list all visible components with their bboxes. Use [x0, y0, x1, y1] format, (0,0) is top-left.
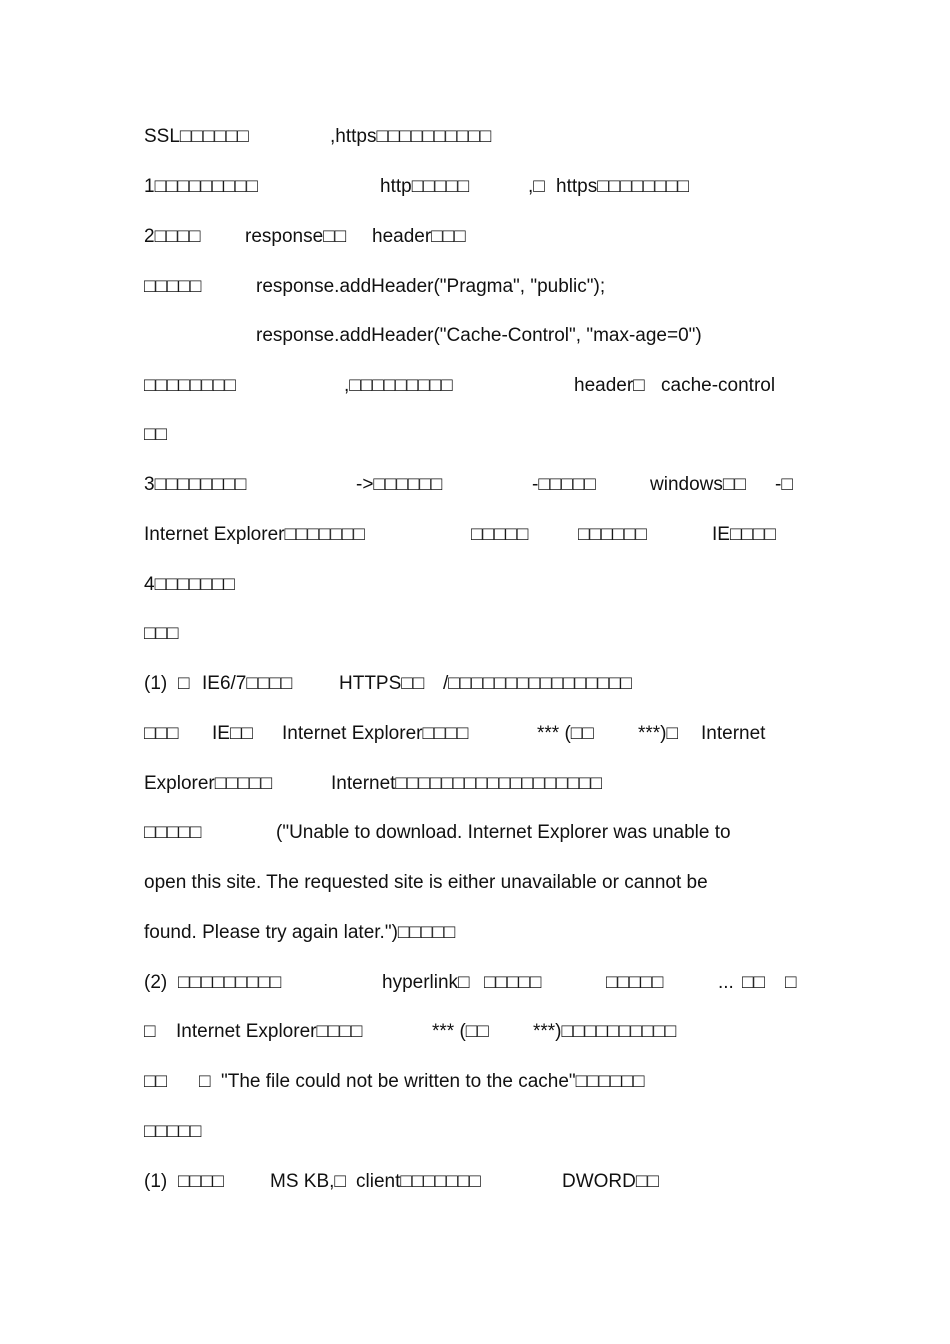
text-segment: □□□□□: [144, 1121, 202, 1142]
text-segment: □□□□□□□□: [144, 375, 236, 396]
text-segment: Internet Explorer□□□□□□□: [144, 524, 365, 545]
text-segment: DWORD□□: [562, 1171, 659, 1192]
text-line: [0, 669, 950, 699]
text-segment: ,□: [528, 176, 545, 197]
text-segment: □□□: [144, 723, 179, 744]
text-segment: 3□□□□□□□□: [144, 474, 247, 495]
text-line: [0, 619, 950, 649]
text-line: [0, 769, 950, 799]
text-line: [0, 222, 950, 252]
text-segment: response.addHeader("Pragma", "public");: [256, 276, 606, 297]
text-segment: "The file could not be written to the cache"□□□□□□: [221, 1071, 645, 1092]
text-segment: ***)□□□□□□□□□□: [533, 1021, 677, 1042]
text-segment: □□: [144, 1071, 167, 1092]
text-segment: open this site. The requested site is either unavailable or cannot be: [144, 872, 708, 893]
text-line: [0, 918, 950, 948]
text-segment: -□: [775, 474, 793, 495]
text-segment: HTTPS□□: [339, 673, 425, 694]
text-segment: client□□□□□□□: [356, 1171, 481, 1192]
text-segment: (1): [144, 673, 168, 694]
text-segment: 1□□□□□□□□□: [144, 176, 258, 197]
text-line: [0, 470, 950, 500]
text-segment: response□□: [245, 226, 347, 247]
text-segment: □□□□□: [606, 972, 664, 993]
text-segment: ...: [718, 972, 734, 993]
text-segment: ,https□□□□□□□□□□: [330, 126, 492, 147]
text-segment: 4□□□□□□□: [144, 574, 235, 595]
text-segment: □: [785, 972, 797, 993]
text-segment: □□□□□□: [578, 524, 647, 545]
text-segment: □: [144, 1021, 156, 1042]
text-segment: http□□□□□: [380, 176, 470, 197]
text-segment: ***)□: [638, 723, 678, 744]
text-segment: □□□□: [178, 1171, 224, 1192]
text-segment: header□□□: [372, 226, 466, 247]
text-segment: ("Unable to download. Internet Explorer was unable to: [276, 822, 731, 843]
text-line: [0, 1017, 950, 1047]
text-line: [0, 968, 950, 998]
text-segment: *** (□□: [537, 723, 594, 744]
text-line: [0, 122, 950, 152]
text-segment: □□□□□: [144, 822, 202, 843]
text-segment: □□□□□: [484, 972, 542, 993]
text-segment: cache-control: [661, 375, 776, 396]
text-line: [0, 420, 950, 450]
text-segment: □: [199, 1071, 211, 1092]
text-segment: □: [178, 673, 190, 694]
text-segment: □□□□□: [144, 276, 202, 297]
text-segment: hyperlink□: [382, 972, 470, 993]
text-segment: /□□□□□□□□□□□□□□□□: [443, 673, 632, 694]
text-line: [0, 520, 950, 550]
text-line: [0, 719, 950, 749]
text-segment: found. Please try again later.")□□□□□: [144, 922, 456, 943]
text-line: [0, 570, 950, 600]
text-segment: IE□□: [212, 723, 253, 744]
text-line: [0, 1117, 950, 1147]
text-line: [0, 1167, 950, 1197]
text-segment: □□□□□: [471, 524, 529, 545]
text-segment: Explorer□□□□□: [144, 773, 273, 794]
text-segment: windows□□: [650, 474, 746, 495]
text-segment: □□: [742, 972, 765, 993]
text-segment: Internet Explorer□□□□: [176, 1021, 363, 1042]
text-segment: □□□: [144, 623, 179, 644]
text-segment: MS KB,□: [270, 1171, 346, 1192]
text-line: [0, 321, 950, 351]
text-line: [0, 172, 950, 202]
text-line: [0, 868, 950, 898]
text-segment: Internet□□□□□□□□□□□□□□□□□□: [331, 773, 603, 794]
text-line: [0, 371, 950, 401]
text-segment: -□□□□□: [532, 474, 596, 495]
text-segment: ,□□□□□□□□□: [344, 375, 453, 396]
text-segment: ->□□□□□□: [356, 474, 443, 495]
text-segment: Internet Explorer□□□□: [282, 723, 469, 744]
text-segment: IE6/7□□□□: [202, 673, 293, 694]
text-segment: □□: [144, 424, 167, 445]
text-segment: *** (□□: [432, 1021, 489, 1042]
text-segment: □□□□□□□□□: [178, 972, 282, 993]
text-line: [0, 818, 950, 848]
text-line: [0, 1067, 950, 1097]
text-segment: SSL□□□□□□: [144, 126, 249, 147]
text-segment: https□□□□□□□□: [556, 176, 689, 197]
text-line: [0, 272, 950, 302]
text-segment: (2): [144, 972, 168, 993]
text-segment: Internet: [701, 723, 766, 744]
text-segment: IE□□□□: [712, 524, 776, 545]
text-segment: (1): [144, 1171, 168, 1192]
text-segment: header□: [574, 375, 645, 396]
text-segment: 2□□□□: [144, 226, 201, 247]
text-segment: response.addHeader("Cache-Control", "max-age=0"): [256, 325, 702, 346]
